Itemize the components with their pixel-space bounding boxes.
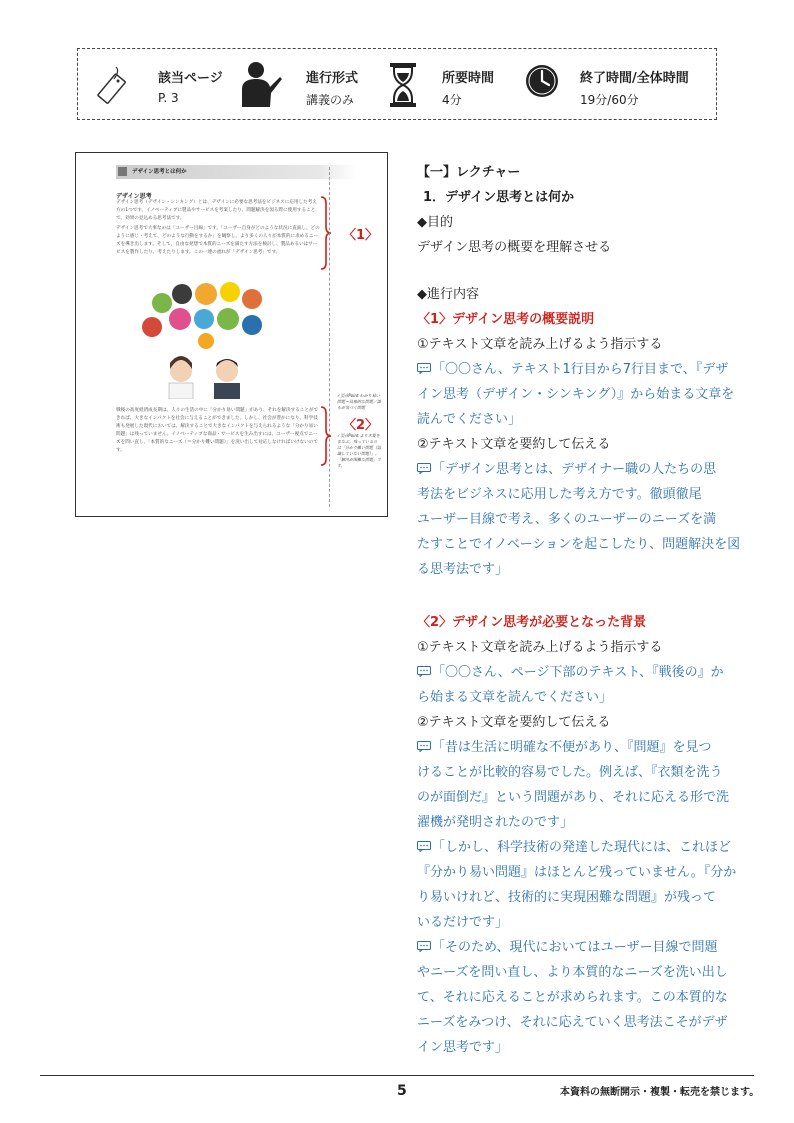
clock-icon [524,63,560,99]
s2-quote-4-line-4: ニーズをみつけ、それに応えていく思考法こそがデザ [417,1015,728,1030]
speech-bubble-icon [417,941,431,952]
textbook-thumbnail [75,152,388,517]
s2-quote-2-line-1 [417,736,712,755]
s1-quote-2-line-2: 考法をビジネスに応用した考え方です。徹頭徹尾 [417,487,702,502]
marker-1: 〈1〉 [343,228,379,243]
header-item-page [78,49,238,121]
bracket-1 [320,195,332,271]
format-label: 進行形式 [306,71,359,86]
hourglass-icon [388,61,418,109]
idea-illustration [136,279,276,399]
copyright-notice: 本資料の無断開示・複製・転売を禁じます。 [560,1087,760,1098]
section-1-title: 〈1〉デザイン思考の概要説明 [417,312,595,327]
s2-quote-3-line-4: いるだけです」 [417,915,509,930]
speech-bubble-icon [417,363,431,374]
quote-text: 「そのため、現代においてはユーザー目線で問題 [432,940,718,955]
topic-heading: 1．デザイン思考とは何か [423,190,575,205]
speech-bubble-icon [417,666,431,677]
bookmark-tag-icon [94,65,130,107]
lecturer-icon [238,59,284,109]
time-label: 終了時間/全体時間 [580,71,689,86]
s2-quote-1-line-2: ら始まる文章を読んでください」 [417,690,613,705]
s2-quote-2-line-2: けることが比較的容易でした。例えば、『衣類を洗う [417,765,723,780]
footer-rule [40,1075,754,1076]
s2-quote-3-line-1 [417,836,731,855]
thumb-title-square [118,167,127,176]
format-value: 講義のみ [306,93,355,107]
page-label: 該当ページ [158,71,223,86]
marker-2: 〈2〉 [343,418,379,433]
header-item-time [518,49,718,121]
s2-step-2: ②テキスト文章を要約して伝える [417,715,611,730]
quote-text: 「〇〇さん、ページ下部のテキスト、『戦後の』か [432,665,724,680]
page-number: 5 [397,1083,407,1099]
s1-quote-1-line-1 [417,358,728,377]
thumb-paragraph-1: デザイン思考（デザイン・シンキング）とは、デザインに必要な思考法をビジネスに応用した考え方の1つです。イノベーティブに製品やサービスを考案したり、問題解決を図る際に使用することで、効果の見込める思考法です。 [116,200,317,221]
header-item-duration [388,49,518,121]
s2-quote-4-line-1 [417,936,717,955]
s2-quote-2-line-4: 濯機が発明されたのです」 [417,815,574,830]
thumb-paragraph-3: 戦後の高度経済成長期は、人々の生活の中に「分かり易い問題」があり、それを解決することができれば、大きなインパクトを社会に与えることができました。しかし、社会が豊かになり、科学技術も発展した現代においては、解決することで大きなインパクトを与えられるような「分かり易い問題」は残っていません。イノベーティブな商品・サービスを生み出すには、ユーザー視点でニーズを問い直し、「本質的なニーズ（＝分かり難い問題）」を洗い出して対応しなければいけないのです。 [116,408,319,453]
page-value: P. 3 [158,91,179,105]
s2-quote-3-line-3: り易いけれど、技術的に実現困難な問題』が残って [417,890,717,905]
purpose-text: デザイン思考の概要を理解させる [417,240,612,255]
speech-bubble-icon [417,463,431,474]
s2-quote-2-line-3: のが面倒だ』という問題があり、それに応える形で洗 [417,790,730,805]
s1-quote-2-line-5: る思考法です」 [417,562,509,577]
info-header [77,48,717,120]
section-2-title: 〈2〉デザイン思考が必要となった背景 [417,615,647,630]
s1-step-2: ②テキスト文章を要約して伝える [417,437,611,452]
s2-quote-3-line-2: 『分かり易い問題』はほとんど残っていません。『分か [417,865,737,880]
duration-label: 所要時間 [442,71,495,86]
s1-quote-2-line-1 [417,458,716,477]
quote-text: 「デザイン思考とは、デザイナー職の人たちの思 [432,462,717,477]
s1-step-1: ①テキスト文章を読み上げるよう指示する [417,337,663,352]
header-item-format [238,49,388,121]
s1-quote-1-line-2: イン思考（デザイン・シンキング）』から始まる文章を [417,387,735,402]
speech-bubble-icon [417,741,431,752]
thumb-paragraph-2: デザイン思考で大事なのは「ユーザー目線」です。「ユーザー自身がどのような状況に直面し、どのように感じ・考えて、どのような行動をするか」を観察し、より多くの人々が本質的に求めるニーズを導き出します。そして、自由な発想で本質的ニーズを満たす方法を検討し、製品あるいはサービスを製作したり、考えたりします。この一連の流れが「デザイン思考」です。 [116,226,320,255]
s2-quote-1-line-1 [417,661,724,680]
s2-quote-4-line-2: やニーズを問い直し、より本質的なニーズを洗い出し [417,965,728,980]
thumb-title: デザイン思考とは何か [132,169,187,175]
section-heading: 【一】レクチャー [417,165,521,180]
s2-quote-4-line-3: て、それに応えることが求められます。この本質的な [417,990,728,1005]
time-value: 19分/60分 [580,93,639,107]
s1-quote-2-line-3: ユーザー目線で考え、多くのユーザーのニーズを満 [417,512,717,527]
quote-text: 「〇〇さん、テキスト1行目から7行目まで、『デザ [432,362,729,377]
duration-value: 4分 [442,93,462,107]
quote-text: 「しかし、科学技術の発達した現代には、これほど [432,840,732,855]
speech-bubble-icon [417,841,431,852]
thumb-subtitle: デザイン思考 [116,193,152,200]
s1-quote-2-line-4: たすことでイノベーションを起こしたり、問題解決を図 [417,537,741,552]
bracket-2 [320,405,332,467]
thumb-side-note-2: ✓要点Point より本質をまなぶ。残っているのは「分かり難い問題（認識していない問題）」。「解決が困難な問題」です。 [337,433,381,468]
s2-quote-4-line-5: イン思考です」 [417,1040,509,1055]
purpose-label: ◆目的 [417,215,453,230]
content-label: ◆進行内容 [417,287,479,302]
quote-text: 「昔は生活に明確な不便があり、『問題』を見つ [432,740,712,755]
s2-step-1: ①テキスト文章を読み上げるよう指示する [417,640,663,655]
s1-quote-1-line-3: 読んでください」 [417,412,522,427]
thumb-side-note-1: ✓要点Point わかり易い問題＝具象的な問題／誰もが気づく問題 [337,393,381,410]
